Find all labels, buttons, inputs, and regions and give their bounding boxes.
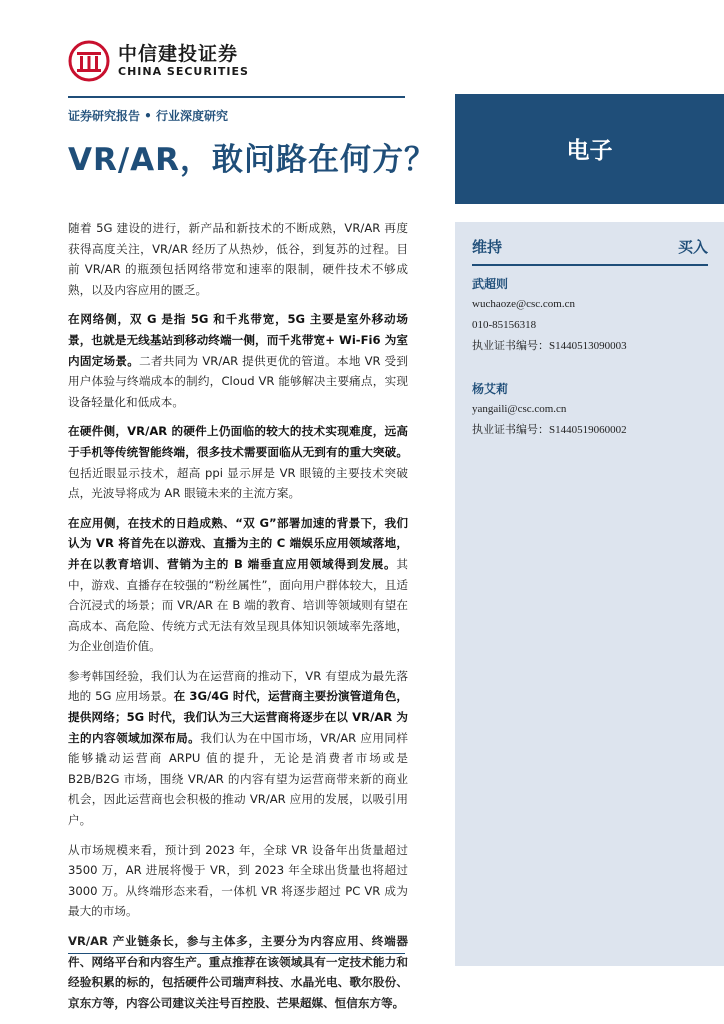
analyst-card	[472, 274, 708, 357]
analyst-email[interactable]: yangaili@csc.com.cn	[472, 403, 567, 415]
rating-row	[472, 222, 708, 258]
paragraph-recommendation	[68, 931, 408, 1013]
paragraph-text: 参考韩国经验，我们认为在运营商的推动下，VR 有望成为最先落地的 5G 应用场景。	[68, 668, 408, 704]
page-title: VR/AR，敢问路在何方？	[68, 142, 437, 178]
industry-banner	[455, 94, 724, 204]
paragraph-text: VR/AR 产业链条长，参与主体多，主要分为内容应用、终端器件、网络平台和内容生产。重点推荐在该领域具有一定技术能力和经验积累的标的，包括硬件公司瑞声科技、水晶光电、歌尔股份、京东方等，内容公司建议关注号百控股、芒果超媒、恒信东方等。	[68, 934, 408, 1010]
paragraph-text: 从市场规模来看，预计到 2023 年，全球 VR 设备年出货量超过 3500 万，AR 进展将慢于 VR，到 2023 年全球出货量也将超过 3000 万。从终端形态来看，一体机 VR 将逐步超过 PC VR 成为最大的市场。	[68, 842, 408, 919]
logo-chinese-name: 中信建投证券	[118, 43, 239, 65]
rating-divider	[472, 264, 708, 266]
paragraph-hardware	[68, 421, 408, 503]
paragraph-application	[68, 513, 408, 657]
report-body	[68, 218, 408, 1022]
rating-label: 维持	[472, 238, 503, 256]
paragraph-highlight: 在应用侧，在技术的日趋成熟、“双 G”部署加速的背景下，我们认为 VR 将首先在以游戏、直播为主的 C 端娱乐应用领域落地，并在以教育培训、营销为主的 B 端垂直应用领域得到发展。	[68, 515, 408, 571]
company-logo	[68, 40, 249, 82]
industry-label: 电子	[566, 138, 613, 164]
paragraph-network	[68, 309, 408, 412]
paragraph-market-size	[68, 840, 408, 922]
analyst-card	[472, 379, 708, 441]
paragraph-text: 包括近眼显示技术，超高 ppi 显示屏是 VR 眼镜的主要技术突破点，光波导将成为 AR 眼镜未来的主流方案。	[68, 465, 408, 501]
report-type: 证券研究报告 • 行业深度研究	[68, 109, 229, 123]
sidebar-content	[472, 222, 708, 441]
analyst-email[interactable]: wuchaoze@csc.com.cn	[472, 298, 575, 310]
analyst-phone: 010-85156318	[472, 319, 537, 331]
china-securities-logo-icon	[68, 40, 110, 82]
paragraph-operators	[68, 666, 408, 831]
analyst-cert: 执业证书编号：S1440513090003	[472, 340, 627, 352]
paragraph-text: 随着 5G 建设的进行，新产品和新技术的不断成熟，VR/AR 再度获得高度关注，VR/AR 经历了从热炒，低谷，到复苏的过程。目前 VR/AR 的瓶颈包括网络带宽和速率的限制，硬件技术不够成熟，以及内容应用的匮乏。	[68, 221, 408, 297]
paragraph-text: 其中，游戏、直播存在较强的“粉丝属性”，面向用户群体较大，且适合沉浸式的场景；而 VR/AR 在 B 端的教育、培训等领域则有望在高成本、高危险、传统方式无法有效呈现具体知识领域率先落地，为企业创造价值。	[68, 556, 408, 654]
paragraph-intro	[68, 218, 408, 300]
paragraph-text: 二者共同为 VR/AR 提供更优的管道。本地 VR 受到用户体验与终端成本的制约，Cloud VR 能够解决主要痛点，实现设备轻量化和低成本。	[68, 353, 408, 409]
rating-value: 买入	[677, 238, 708, 256]
paragraph-text: 我们认为在中国市场，VR/AR 应用同样能够撬动运营商 ARPU 值的提升，无论是消费者市场或是 B2B/B2G 市场，围绕 VR/AR 的内容有望为运营商带来新的商业机会，因此运营商也会积极的推动 VR/AR 应用的发展，以吸引用户。	[68, 730, 408, 828]
paragraph-highlight: 在网络侧，双 G 是指 5G 和千兆带宽，5G 主要是室外移动场景，也就是无线基站到移动终端一侧，而千兆带宽+ Wi-Fi6 为室内固定场景。	[68, 312, 408, 368]
analyst-cert: 执业证书编号：S1440519060002	[472, 424, 627, 436]
analyst-name: 杨艾莉	[472, 382, 509, 396]
logo-english-name: CHINA SECURITIES	[118, 65, 249, 78]
analyst-name: 武超则	[472, 277, 509, 291]
paragraph-highlight: 在 3G/4G 时代，运营商主要扮演管道角色，提供网络；5G 时代，我们认为三大运营商将逐步在以 VR/AR 为主的内容领域加深布局。	[68, 689, 408, 745]
footer-divider	[68, 953, 405, 954]
header-divider	[68, 96, 405, 98]
paragraph-highlight: 在硬件侧，VR/AR 的硬件上仍面临的较大的技术实现难度，远高于手机等传统智能终端，很多技术需要面临从无到有的重大突破。	[68, 424, 408, 459]
